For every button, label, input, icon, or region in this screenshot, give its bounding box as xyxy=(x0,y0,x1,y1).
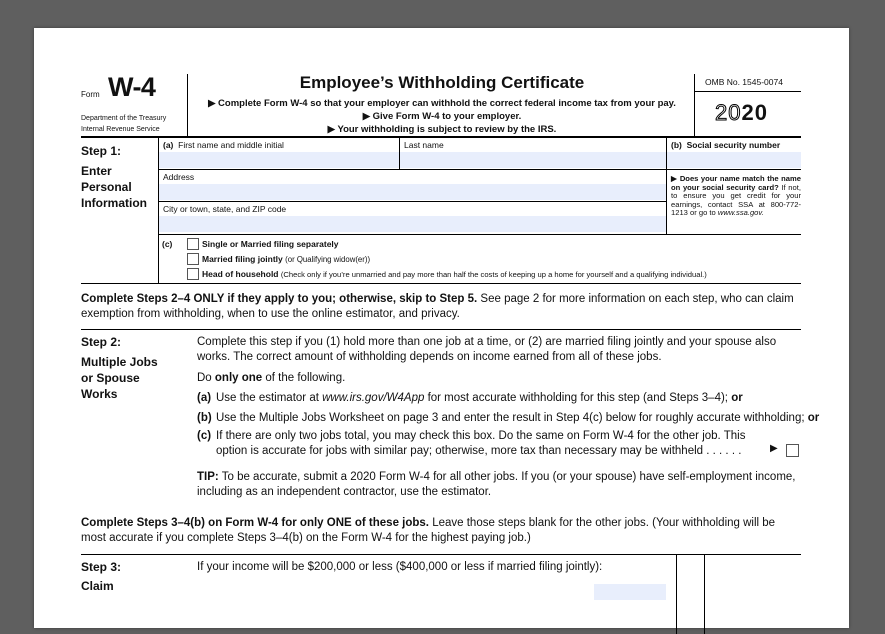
form-year-outline: 20 xyxy=(715,100,742,125)
step3-title: Step 3: xyxy=(81,560,122,574)
last-name-input[interactable] xyxy=(400,152,666,168)
city-label: City or town, state, and ZIP code xyxy=(163,204,287,214)
city-state-zip-input[interactable] xyxy=(159,216,666,232)
arrow-icon: ▶ xyxy=(770,443,778,454)
head-of-household-label: Head of household (Check only if you’re unmarried and pay more than half the costs of keeping up a home for yourself and a qualifying individual.) xyxy=(202,269,707,279)
address-input[interactable] xyxy=(159,184,666,200)
instruction-1: ▶ Complete Form W-4 so that your employer can withhold the correct federal income tax from your pay. xyxy=(208,98,676,109)
instruction-2: ▶ Give Form W-4 to your employer. xyxy=(362,111,522,122)
step3-amount-input[interactable] xyxy=(594,584,666,600)
ssn-note: ▶ Does your name match the name on your social security card? If not, to ensure you get credit for your earnings, contact SSA at 800-772-1213 or go to www.ssa.gov. xyxy=(671,174,801,218)
form-word: Form xyxy=(81,90,100,99)
step2-option-a: Use the estimator at www.irs.gov/W4App for most accurate withholding for this step (and Steps 3–4); or xyxy=(216,392,743,404)
first-name-input[interactable] xyxy=(159,152,399,168)
step1-subtitle: Enter Personal Information xyxy=(81,164,147,210)
estimator-link[interactable]: www.irs.gov/W4App xyxy=(322,392,425,404)
step2-option-b: Use the Multiple Jobs Worksheet on page 3 and enter the result in Step 4(c) below for roughly accurate withholding; or xyxy=(216,412,820,424)
ssn-input[interactable] xyxy=(667,152,801,168)
filing-status-tag: (c) xyxy=(162,239,173,249)
dept-line-2: Internal Revenue Service xyxy=(81,126,160,133)
w4-form-page xyxy=(34,28,849,628)
first-name-label: (a) First name and middle initial xyxy=(163,140,284,150)
married-jointly-checkbox[interactable] xyxy=(187,253,199,265)
form-title: Employee’s Withholding Certificate xyxy=(299,73,585,92)
optional-steps-notice: Complete Steps 2–4 ONLY if they apply to you; otherwise, skip to Step 5. See page 2 for more information on each step, who can claim exemption from withholding, when to use the online estimator, and privacy. xyxy=(81,293,794,320)
head-of-household-checkbox[interactable] xyxy=(187,268,199,280)
step2-a-tag: (a) xyxy=(197,392,212,404)
last-name-label: Last name xyxy=(404,140,444,150)
step1-title: Step 1: xyxy=(81,144,122,158)
omb-number: OMB No. 1545-0074 xyxy=(705,77,783,87)
step3-subtitle: Claim xyxy=(81,579,114,593)
ssn-label: (b) Social security number xyxy=(671,140,781,150)
step2-c-tag: (c) xyxy=(197,430,212,442)
one-job-notice: Complete Steps 3–4(b) on Form W-4 for only ONE of these jobs. Leave those steps blank for the other jobs. (Your withholding will be most accurate if you complete Steps 3–4(b) on the Form W-4 for the highest paying job.) xyxy=(81,517,776,544)
header-bottom-rule xyxy=(81,136,801,138)
header-divider-right xyxy=(694,74,695,136)
step2-b-tag: (b) xyxy=(197,412,212,424)
step2-do-one: Do only one of the following. xyxy=(197,372,346,384)
single-label: Single or Married filing separately xyxy=(202,239,339,249)
instruction-3: ▶ Your withholding is subject to review by the IRS. xyxy=(327,124,557,135)
married-jointly-label: Married filing jointly (or Qualifying widow(er)) xyxy=(202,254,371,264)
step2-title: Step 2: xyxy=(81,335,122,349)
form-year-bold: 20 xyxy=(741,100,768,125)
step3-text: If your income will be $200,000 or less ($400,000 or less if married filing jointly): xyxy=(197,561,603,573)
step2-intro: Complete this step if you (1) hold more than one job at a time, or (2) are married filing jointly and your spouse also works. The correct amount of withholding depends on income earned from all of these jobs. xyxy=(197,336,777,363)
step2-option-c: If there are only two jobs total, you may check this box. Do the same on Form W-4 for the other job. This option is accurate for jobs with similar pay; otherwise, more tax than necessary may be withheld . . . . . . xyxy=(216,430,746,457)
step2-subtitle: Multiple Jobs or Spouse Works xyxy=(81,355,158,401)
form-id: W-4 xyxy=(108,72,156,102)
address-label: Address xyxy=(163,172,195,182)
dept-line-1: Department of the Treasury xyxy=(81,115,167,122)
step1-bottom-rule xyxy=(81,283,801,284)
single-checkbox[interactable] xyxy=(187,238,199,250)
two-jobs-checkbox[interactable] xyxy=(786,444,799,457)
step2-tip: TIP: To be accurate, submit a 2020 Form W-4 for all other jobs. If you (or your spouse) have self-employment income, including as an independent contractor, use the estimator. xyxy=(197,471,796,498)
form-year xyxy=(715,100,768,126)
